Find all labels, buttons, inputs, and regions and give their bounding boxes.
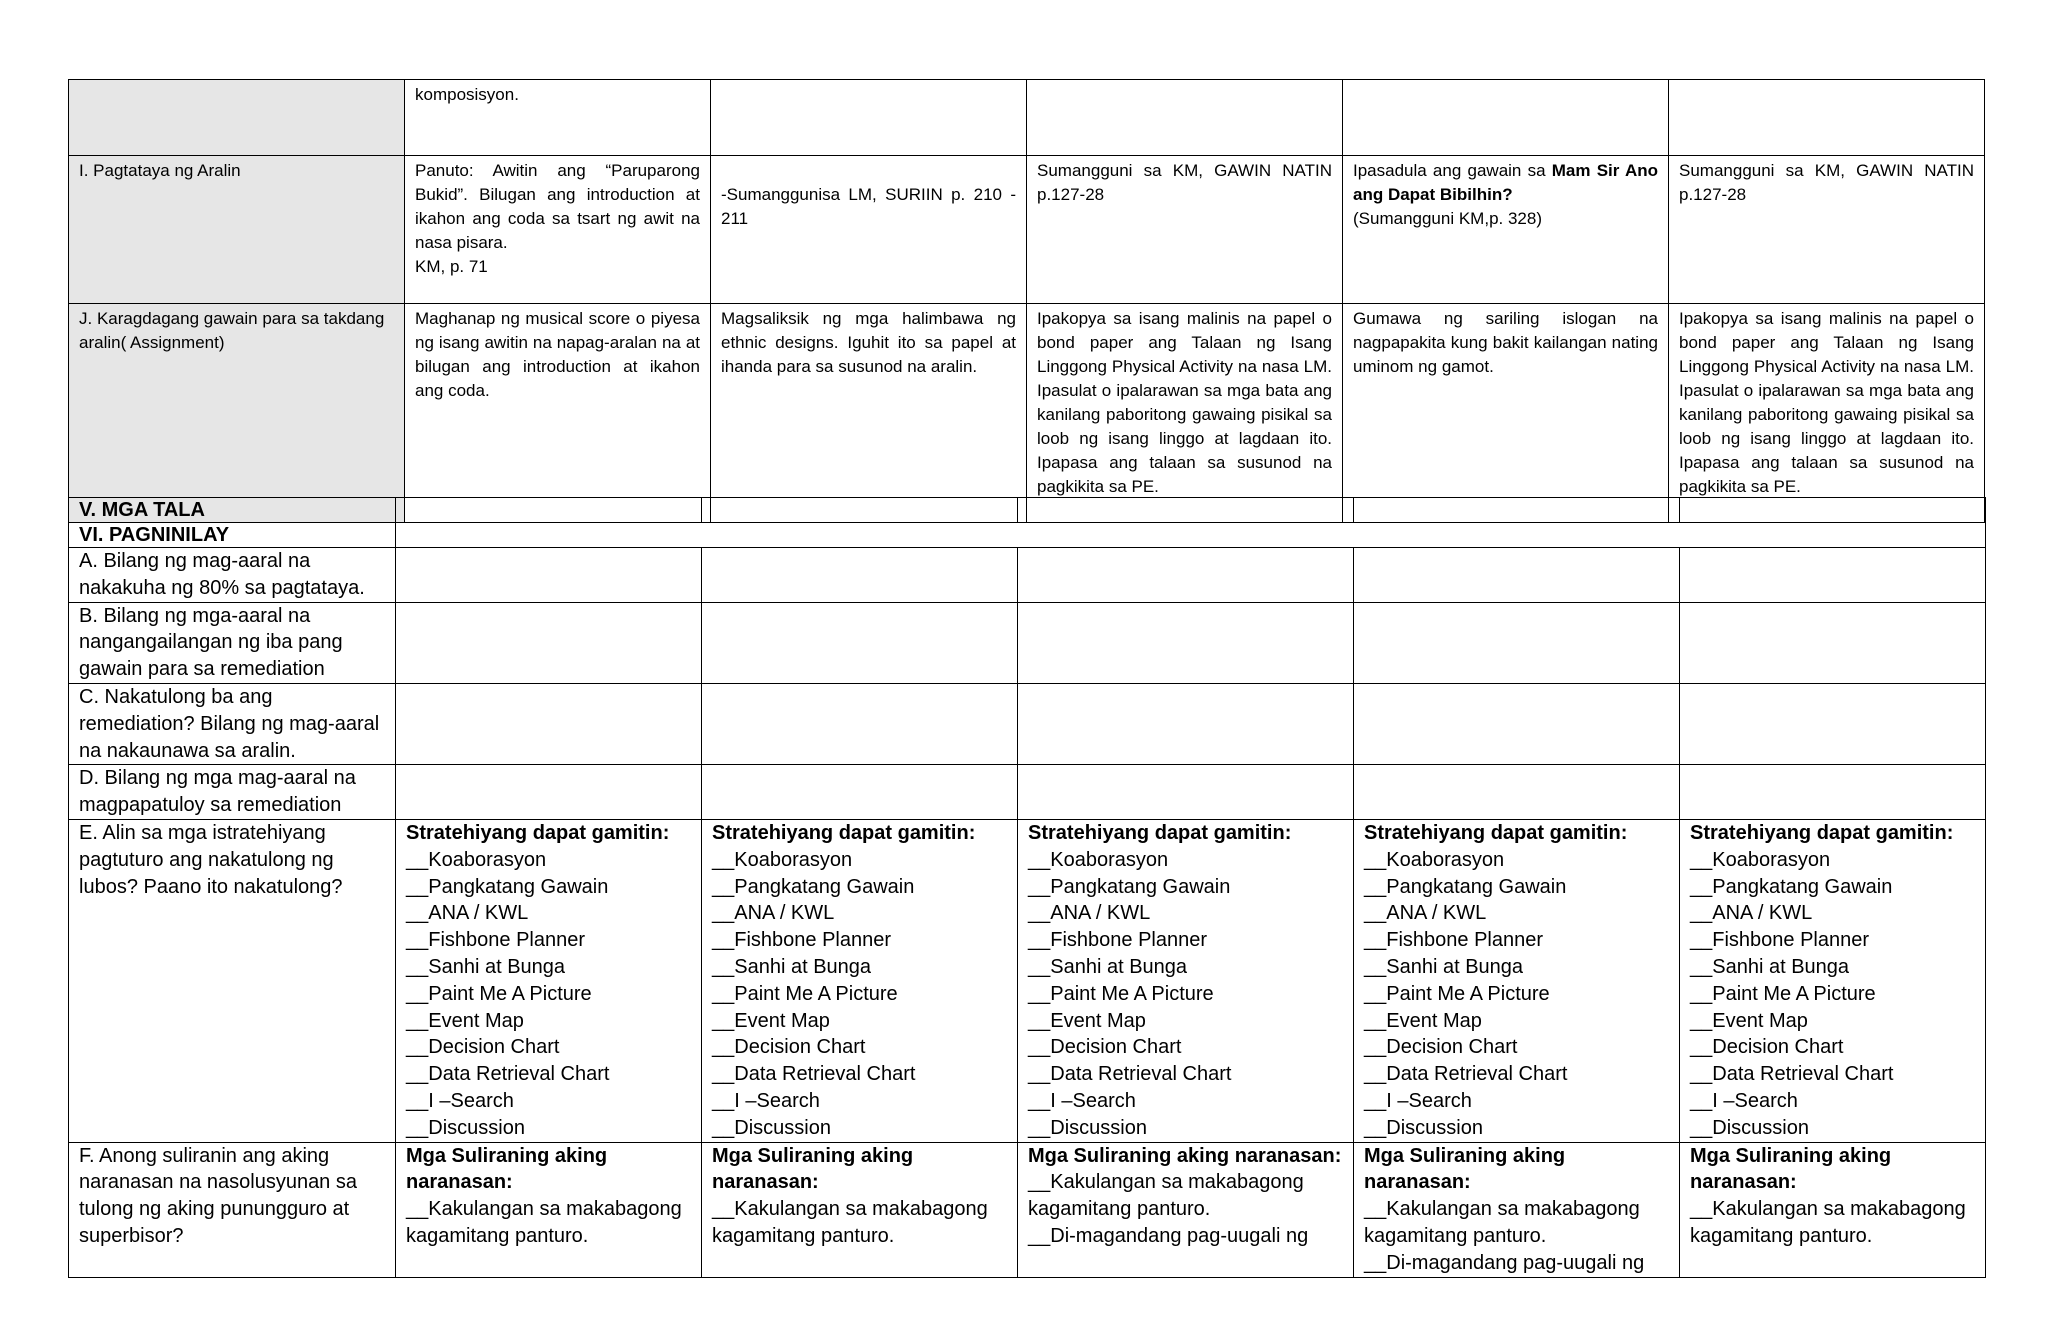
strategy-heading: Stratehiyang dapat gamitin: bbox=[712, 821, 976, 844]
strategy-option: __Data Retrieval Chart bbox=[1028, 1063, 1232, 1086]
table-row bbox=[69, 548, 1986, 603]
strategy-option: __Fishbone Planner bbox=[406, 929, 586, 952]
cell-thursday bbox=[1343, 80, 1669, 156]
strategy-option: __Sanhi at Bunga bbox=[1690, 955, 1850, 978]
strategy-option: __Decision Chart bbox=[1028, 1036, 1182, 1059]
strategy-option: __ANA / KWL bbox=[712, 902, 835, 925]
strategy-option: __I –Search bbox=[712, 1089, 820, 1112]
strategy-option: __Paint Me A Picture bbox=[1028, 982, 1214, 1005]
problem-heading: Mga Suliraning aking naranasan: bbox=[406, 1144, 608, 1194]
strategy-option: __Event Map bbox=[406, 1009, 524, 1032]
empty-cell bbox=[702, 498, 1018, 523]
strategy-option: __I –Search bbox=[406, 1089, 514, 1112]
row-label-b: B. Bilang ng mga-aaral na nangangailangan ng iba pang gawain para sa remediation bbox=[69, 602, 396, 683]
problem-option: __Di-magandang pag-uugali ng bbox=[1028, 1224, 1309, 1247]
strategy-option: __Paint Me A Picture bbox=[1690, 982, 1876, 1005]
strategy-option: __Discussion bbox=[712, 1116, 831, 1139]
problem-option: __Di-magandang pag-uugali ng bbox=[1364, 1251, 1645, 1274]
problem-heading: Mga Suliraning aking naranasan: bbox=[712, 1144, 914, 1194]
strategy-option: __Data Retrieval Chart bbox=[712, 1063, 916, 1086]
empty-cell bbox=[702, 765, 1018, 820]
cell-thursday: Gumawa ng sariling islogan na nagpapakita kung bakit kailangan nating uminom ng gamot. bbox=[1343, 304, 1669, 523]
cell-monday: komposisyon. bbox=[405, 80, 711, 156]
problem-option: __Kakulangan sa makabagong kagamitang panturo. bbox=[1028, 1171, 1304, 1221]
row-label-pagtataya: I. Pagtataya ng Aralin bbox=[69, 156, 405, 304]
strategy-option: __Pangkatang Gawain bbox=[1690, 875, 1893, 898]
strategy-option: __Event Map bbox=[1028, 1009, 1146, 1032]
cell-tuesday bbox=[711, 80, 1027, 156]
strategy-heading: Stratehiyang dapat gamitin: bbox=[1364, 821, 1628, 844]
problem-option: __Kakulangan sa makabagong kagamitang panturo. bbox=[1690, 1198, 1966, 1247]
strategy-option: __Fishbone Planner bbox=[1028, 929, 1208, 952]
row-label-e: E. Alin sa mga istratehiyang pagtuturo ang nakatulong ng lubos? Paano ito nakatulong? bbox=[69, 819, 396, 1142]
empty-cell bbox=[1354, 602, 1680, 683]
strategy-option: __Pangkatang Gawain bbox=[1028, 875, 1231, 898]
strategy-option: __Fishbone Planner bbox=[712, 929, 892, 952]
empty-cell bbox=[1680, 548, 1986, 603]
strategy-option: __Pangkatang Gawain bbox=[712, 875, 915, 898]
strategy-option: __Event Map bbox=[1690, 1009, 1808, 1032]
cell-thursday bbox=[1343, 156, 1669, 304]
empty-cell bbox=[1354, 498, 1680, 523]
problem-cell bbox=[1680, 1142, 1986, 1277]
strategy-option: __Koaborasyon bbox=[1364, 848, 1505, 871]
strategy-option: __Koaborasyon bbox=[1028, 848, 1169, 871]
problem-cell bbox=[1018, 1142, 1354, 1277]
empty-cell bbox=[396, 523, 1986, 548]
strategy-option: __Sanhi at Bunga bbox=[712, 955, 872, 978]
pagtataya-text: Panuto: Awitin ang “Paruparong Bukid”. Bilugan ang introduction at ikahon ang coda sa tsart ng awit na nasa pisara. bbox=[415, 161, 700, 252]
strategy-option: __Decision Chart bbox=[712, 1036, 866, 1059]
empty-cell bbox=[1680, 765, 1986, 820]
empty-cell bbox=[1018, 765, 1354, 820]
problem-heading: Mga Suliraning aking naranasan: bbox=[1364, 1144, 1566, 1194]
strategy-option: __Discussion bbox=[406, 1116, 525, 1139]
empty-cell bbox=[702, 602, 1018, 683]
empty-cell bbox=[1354, 683, 1680, 764]
cell-tuesday: Magsaliksik ng mga halimbawa ng ethnic designs. Iguhit ito sa papel at ihanda para sa susunod na aralin. bbox=[711, 304, 1027, 523]
strategy-option: __Data Retrieval Chart bbox=[1364, 1063, 1568, 1086]
strategy-option: __I –Search bbox=[1690, 1089, 1798, 1112]
strategy-option: __Decision Chart bbox=[1690, 1036, 1844, 1059]
cell-wednesday bbox=[1027, 80, 1343, 156]
table-row-pagtataya bbox=[69, 156, 1985, 304]
cell-friday: Sumangguni sa KM, GAWIN NATIN p.127-28 bbox=[1669, 156, 1985, 304]
row-label-assignment: J. Karagdagang gawain para sa takdang aralin( Assignment) bbox=[69, 304, 405, 523]
strategy-option: __Fishbone Planner bbox=[1690, 929, 1870, 952]
table-row bbox=[69, 80, 1985, 156]
cell-friday bbox=[1669, 80, 1985, 156]
pagtataya-ref: (Sumangguni KM,p. 328) bbox=[1353, 209, 1542, 228]
strategy-option: __Pangkatang Gawain bbox=[406, 875, 609, 898]
section-row-mga-tala bbox=[69, 498, 1986, 523]
strategy-list bbox=[396, 819, 702, 1142]
section-heading-pagninilay: VI. PAGNINILAY bbox=[69, 523, 396, 548]
strategy-option: __Sanhi at Bunga bbox=[1028, 955, 1188, 978]
empty-cell bbox=[1354, 765, 1680, 820]
empty-cell bbox=[396, 765, 702, 820]
table-row-strategies bbox=[69, 819, 1986, 1142]
strategy-option: __ANA / KWL bbox=[1028, 902, 1151, 925]
table-row-assignment bbox=[69, 304, 1985, 523]
table-row bbox=[69, 765, 1986, 820]
strategy-option: __Paint Me A Picture bbox=[1364, 982, 1550, 1005]
strategy-option: __Koaborasyon bbox=[712, 848, 853, 871]
strategy-option: __Sanhi at Bunga bbox=[1364, 955, 1524, 978]
strategy-option: __Koaborasyon bbox=[1690, 848, 1831, 871]
strategy-list bbox=[1680, 819, 1986, 1142]
problem-option: __Kakulangan sa makabagong kagamitang panturo. bbox=[1364, 1198, 1640, 1247]
strategy-option: __Pangkatang Gawain bbox=[1364, 875, 1567, 898]
strategy-option: __Discussion bbox=[1028, 1116, 1147, 1139]
problem-option: __Kakulangan sa makabagong kagamitang panturo. bbox=[406, 1198, 682, 1247]
problem-heading: Mga Suliraning aking naranasan: bbox=[1028, 1144, 1342, 1167]
problem-cell bbox=[702, 1142, 1018, 1277]
strategy-option: __Data Retrieval Chart bbox=[406, 1063, 610, 1086]
strategy-heading: Stratehiyang dapat gamitin: bbox=[1028, 821, 1292, 844]
strategy-option: __ANA / KWL bbox=[406, 902, 529, 925]
empty-cell bbox=[1018, 498, 1354, 523]
empty-cell bbox=[396, 683, 702, 764]
cell-friday: Ipakopya sa isang malinis na papel o bond paper ang Talaan ng Isang Linggong Physical Activity na nasa LM. Ipasulat o ipalarawan sa mga bata ang kanilang paboritong gawaing pisikal sa loob ng isang linggo at lagdaan ito. Ipapasa ang talaan sa susunod na pagkikita sa PE. bbox=[1669, 304, 1985, 523]
empty-cell bbox=[702, 683, 1018, 764]
problem-cell bbox=[1354, 1142, 1680, 1277]
strategy-option: __Sanhi at Bunga bbox=[406, 955, 566, 978]
strategy-option: __Decision Chart bbox=[1364, 1036, 1518, 1059]
pagtataya-text: -Sumanggunisa LM, SURIIN p. 210 - 211 bbox=[721, 185, 1016, 228]
cell-monday: Maghanap ng musical score o piyesa ng isang awitin na napag-aralan na at bilugan ang introduction at ikahon ang coda. bbox=[405, 304, 711, 523]
lesson-plan-table-bottom bbox=[68, 497, 1986, 1278]
strategy-option: __Discussion bbox=[1364, 1116, 1483, 1139]
row-label-f: F. Anong suliranin ang aking naranasan na nasolusyunan sa tulong ng aking punungguro at superbisor? bbox=[69, 1142, 396, 1277]
pagtataya-ref: KM, p. 71 bbox=[415, 257, 488, 276]
row-label-a: A. Bilang ng mag-aaral na nakakuha ng 80% sa pagtataya. bbox=[69, 548, 396, 603]
strategy-option: __I –Search bbox=[1364, 1089, 1472, 1112]
strategy-option: __Paint Me A Picture bbox=[712, 982, 898, 1005]
problem-option: __Kakulangan sa makabagong kagamitang panturo. bbox=[712, 1198, 988, 1247]
table-row-problems bbox=[69, 1142, 1986, 1277]
cell-wednesday: Ipakopya sa isang malinis na papel o bond paper ang Talaan ng Isang Linggong Physical Activity na nasa LM. Ipasulat o ipalarawan sa mga bata ang kanilang paboritong gawaing pisikal sa loob ng isang linggo at lagdaan ito. Ipapasa ang talaan sa susunod na pagkikita sa PE. bbox=[1027, 304, 1343, 523]
table-row bbox=[69, 683, 1986, 764]
strategy-list bbox=[1018, 819, 1354, 1142]
strategy-option: __ANA / KWL bbox=[1690, 902, 1813, 925]
strategy-option: __Koaborasyon bbox=[406, 848, 547, 871]
strategy-option: __Event Map bbox=[1364, 1009, 1482, 1032]
empty-cell bbox=[1354, 548, 1680, 603]
row-label-d: D. Bilang ng mga mag-aaral na magpapatuloy sa remediation bbox=[69, 765, 396, 820]
problem-heading: Mga Suliraning aking naranasan: bbox=[1690, 1144, 1892, 1194]
lesson-plan-table-top bbox=[68, 79, 1985, 523]
pagtataya-text: Ipasadula ang gawain sa bbox=[1353, 161, 1552, 180]
empty-cell bbox=[1018, 602, 1354, 683]
strategy-option: __Discussion bbox=[1690, 1116, 1809, 1139]
strategy-list bbox=[702, 819, 1018, 1142]
cell-monday bbox=[405, 156, 711, 304]
row-label-empty bbox=[69, 80, 405, 156]
empty-cell bbox=[702, 548, 1018, 603]
row-label-c: C. Nakatulong ba ang remediation? Bilang ng mag-aaral na nakaunawa sa aralin. bbox=[69, 683, 396, 764]
strategy-option: __Fishbone Planner bbox=[1364, 929, 1544, 952]
pagtataya-title: Mam Sir Ano ang Dapat Bibilhin? bbox=[1353, 161, 1658, 204]
strategy-option: __ANA / KWL bbox=[1364, 902, 1487, 925]
empty-cell bbox=[396, 548, 702, 603]
empty-cell bbox=[1018, 683, 1354, 764]
table-row bbox=[69, 602, 1986, 683]
strategy-option: __Paint Me A Picture bbox=[406, 982, 592, 1005]
empty-cell bbox=[1680, 498, 1986, 523]
strategy-option: __Decision Chart bbox=[406, 1036, 560, 1059]
section-heading-mga-tala: V. MGA TALA bbox=[69, 498, 396, 523]
strategy-option: __Event Map bbox=[712, 1009, 830, 1032]
problem-cell bbox=[396, 1142, 702, 1277]
empty-cell bbox=[396, 602, 702, 683]
empty-cell bbox=[396, 498, 702, 523]
strategy-heading: Stratehiyang dapat gamitin: bbox=[1690, 821, 1954, 844]
cell-tuesday bbox=[711, 156, 1027, 304]
empty-cell bbox=[1680, 683, 1986, 764]
strategy-list bbox=[1354, 819, 1680, 1142]
strategy-option: __Data Retrieval Chart bbox=[1690, 1063, 1894, 1086]
empty-cell bbox=[1018, 548, 1354, 603]
strategy-heading: Stratehiyang dapat gamitin: bbox=[406, 821, 670, 844]
cell-wednesday: Sumangguni sa KM, GAWIN NATIN p.127-28 bbox=[1027, 156, 1343, 304]
section-row-pagninilay bbox=[69, 523, 1986, 548]
strategy-option: __I –Search bbox=[1028, 1089, 1136, 1112]
empty-cell bbox=[1680, 602, 1986, 683]
